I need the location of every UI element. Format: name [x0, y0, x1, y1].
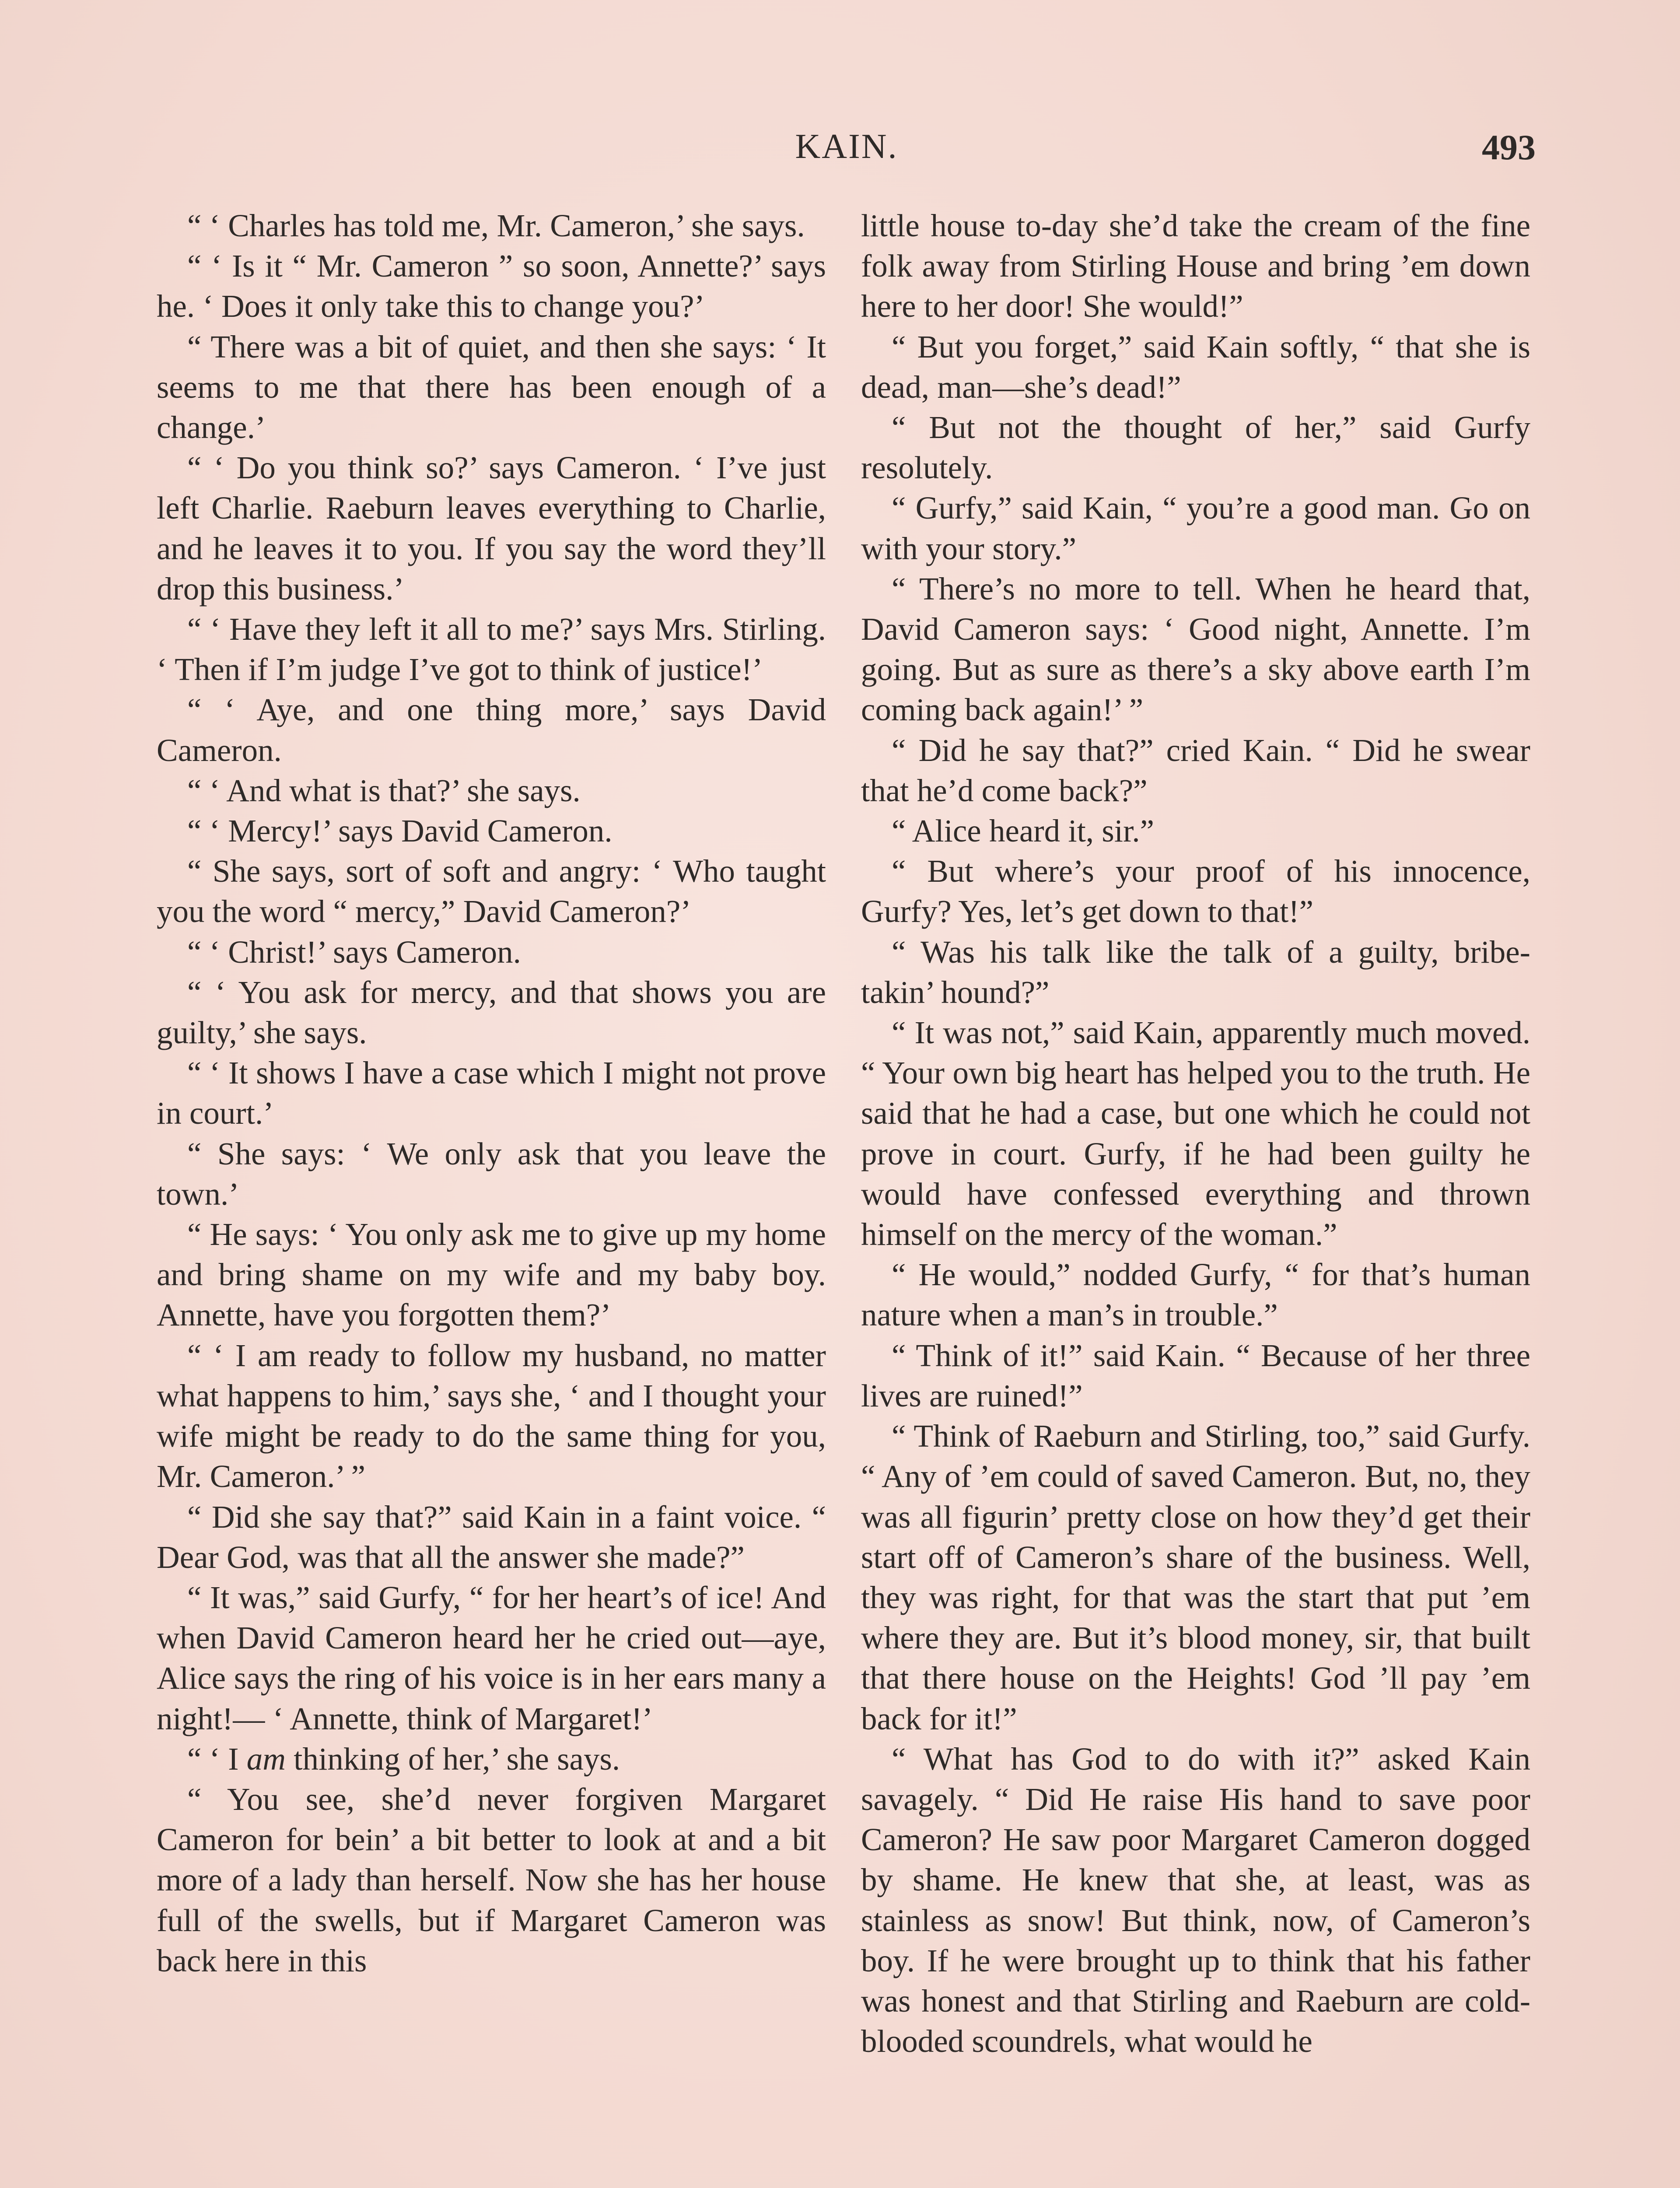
paragraph: “ Did she say that?” said Kain in a faint voice. “ Dear God, was that all the answer she made?” [157, 1499, 826, 1575]
paragraph: “ ‘ Mercy!’ says David Cameron. [187, 813, 612, 849]
paragraph: “ But not the thought of her,” said Gurfy resolutely. [861, 410, 1530, 486]
paragraph: “ He would,” nodded Gurfy, “ for that’s human nature when a man’s in trouble.” [861, 1257, 1530, 1333]
paragraph: “ What has God to do with it?” asked Kain savagely. “ Did He raise His hand to save poor Cameron? He saw poor Margaret Cameron dogged by shame. He knew that she, at least, was as stainless as snow! But think, now, of Cameron’s boy. If he were brought up to think that his father was honest and that Stirling and Raeburn are cold-blooded scoundrels, what would he [861, 1741, 1530, 2059]
page-number: 493 [1482, 127, 1536, 167]
paragraph: “ You see, she’d never forgiven Margaret Cameron for bein’ a bit better to look at and a bit more of a lady than herself. Now she has her house full of the swells, but if Margaret Cameron was back here in this [157, 1781, 826, 1978]
paragraph: “ Was his talk like the talk of a guilty, bribe-takin’ hound?” [861, 934, 1530, 1010]
paragraph: “ Did he say that?” cried Kain. “ Did he swear that he’d come back?” [861, 732, 1530, 808]
paragraph: “ ‘ I am ready to follow my husband, no matter what happens to him,’ says she, ‘ and I thought your wife might be ready to do the same thing for you, Mr. Cameron.’ ” [157, 1337, 826, 1494]
paragraph: “ There’s no more to tell. When he heard that, David Cameron says: ‘ Good night, Annette. I’m going. But as sure as there’s a sky above earth I’m coming back again!’ ” [861, 571, 1530, 728]
paragraph: “ ‘ And what is that?’ she says. [187, 772, 581, 808]
paragraph: “ He says: ‘ You only ask me to give up my home and bring shame on my wife and my baby boy. Annette, have you forgotten them?’ [157, 1217, 826, 1333]
paragraph: “ Alice heard it, sir.” [892, 813, 1155, 849]
running-head: KAIN. [795, 127, 898, 166]
paragraph: little house to-day she’d take the cream of the fine folk away from Stirling House and bring ’em down here to her door! She would!” [861, 208, 1530, 324]
paragraph: “ But where’s your proof of his innocence, Gurfy? Yes, let’s get down to that!” [861, 853, 1530, 929]
page-header [158, 127, 1536, 179]
paragraph: “ It was not,” said Kain, apparently much moved. “ Your own big heart has helped you to the truth. He said that he had a case, but one which he could not prove in court. Gurfy, if he had been guilty he would have confessed everything and thrown himself on the mercy of the woman.” [861, 1015, 1530, 1252]
paragraph: “ ‘ I am thinking of her,’ she says. [187, 1741, 620, 1777]
left-text-column [157, 206, 826, 1981]
paragraph: “ There was a bit of quiet, and then she says: ‘ It seems to me that there has been enough of a change.’ [157, 329, 826, 445]
paragraph: “ Gurfy,” said Kain, “ you’re a good man. Go on with your story.” [861, 490, 1530, 566]
paragraph: “ She says: ‘ We only ask that you leave the town.’ [157, 1136, 826, 1212]
right-text-column [861, 206, 1530, 2062]
paragraph: “ But you forget,” said Kain softly, “ that she is dead, man—she’s dead!” [861, 329, 1530, 405]
paragraph: “ ‘ Aye, and one thing more,’ says David Cameron. [157, 692, 826, 768]
paragraph: “ ‘ Christ!’ says Cameron. [187, 934, 521, 970]
paragraph: “ Think of Raeburn and Stirling, too,” said Gurfy. “ Any of ’em could of saved Cameron. But, no, they was all figurin’ pretty close on how they’d get their start off of Cameron’s share of the business. Well, they was right, for that was the start that put ’em where they are. But it’s blood money, sir, that built that there house on the Heights! God ’ll pay ’em back for it!” [861, 1418, 1530, 1736]
paragraph: “ ‘ Is it “ Mr. Cameron ” so soon, Annette?’ says he. ‘ Does it only take this to change you?’ [157, 248, 826, 324]
paragraph: “ Think of it!” said Kain. “ Because of her three lives are ruined!” [861, 1337, 1530, 1413]
paragraph: “ ‘ Charles has told me, Mr. Cameron,’ she says. [187, 208, 805, 243]
paragraph: “ It was,” said Gurfy, “ for her heart’s of ice! And when David Cameron heard her he cried out—aye, Alice says the ring of his voice is in her ears many a night!— ‘ Annette, think of Margaret!’ [157, 1579, 826, 1736]
paragraph: “ ‘ Do you think so?’ says Cameron. ‘ I’ve just left Charlie. Raeburn leaves everything to Charlie, and he leaves it to you. If you say the word they’ll drop this business.’ [157, 450, 826, 607]
paragraph: “ She says, sort of soft and angry: ‘ Who taught you the word “ mercy,” David Cameron?’ [157, 853, 826, 929]
paragraph: “ ‘ You ask for mercy, and that shows you are guilty,’ she says. [157, 974, 826, 1051]
paragraph: “ ‘ Have they left it all to me?’ says Mrs. Stirling. ‘ Then if I’m judge I’ve got to think of justice!’ [157, 611, 826, 687]
paragraph: “ ‘ It shows I have a case which I might not prove in court.’ [157, 1055, 826, 1131]
